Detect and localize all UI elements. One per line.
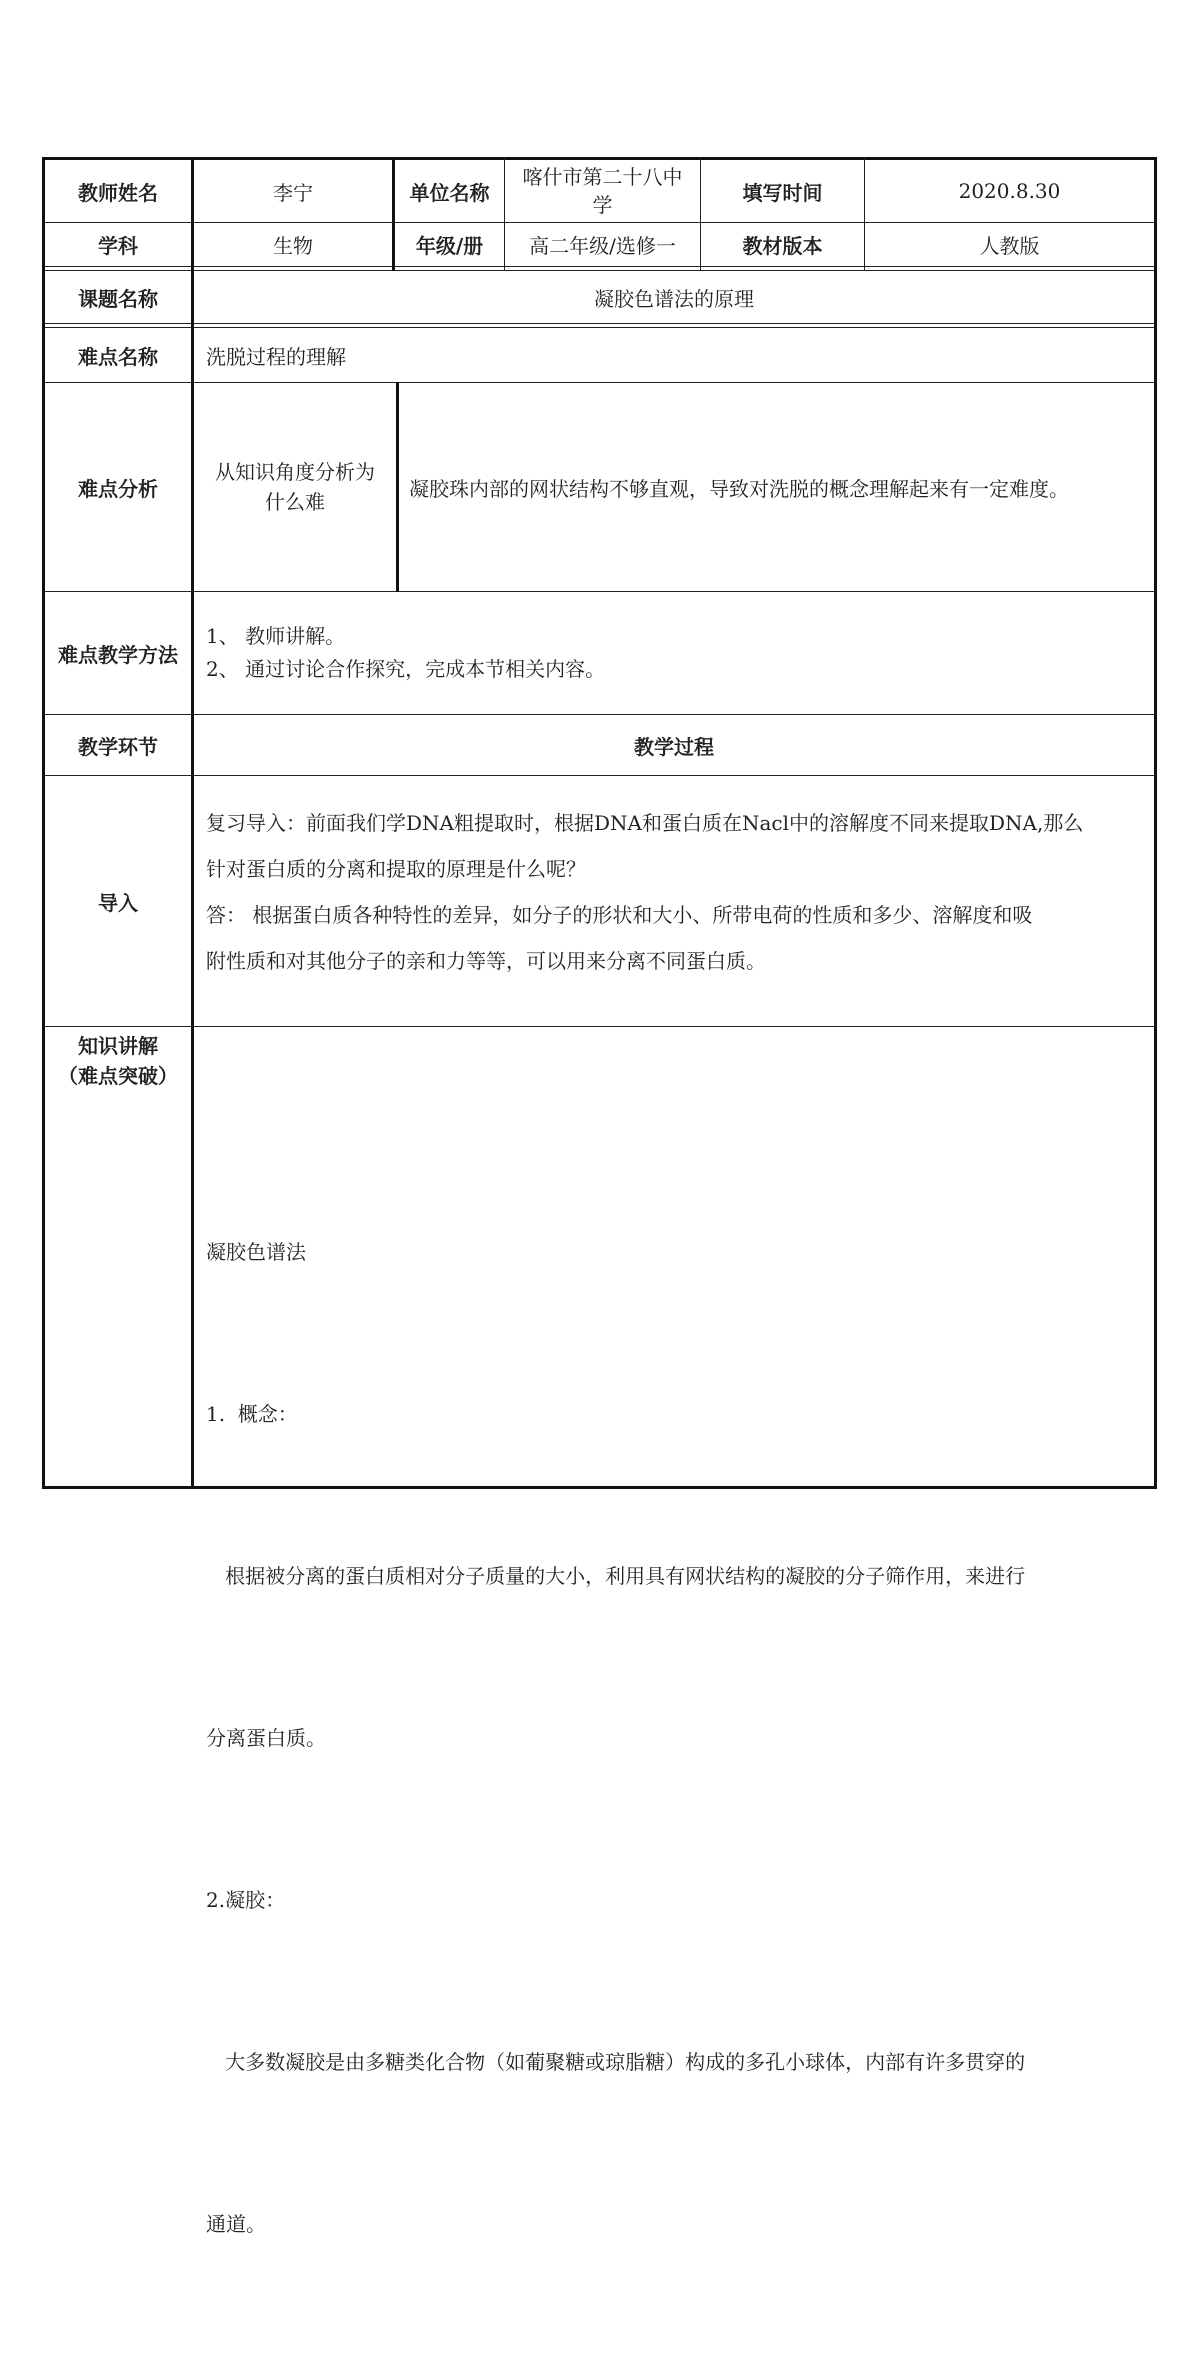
- knowledge-label: [45, 1030, 191, 1092]
- method-line-1: 1、 教师讲解。: [206, 624, 346, 648]
- intro-text: [206, 800, 1146, 984]
- teacher-name-value: 李宁: [273, 180, 313, 205]
- intro-line: 复习导入：前面我们学DNA粗提取时，根据DNA和蛋白质在Nacl中的溶解度不同来提取DNA,那么: [206, 811, 1084, 835]
- difficulty-label: 难点名称: [78, 344, 158, 369]
- method-label: 难点教学方法: [58, 642, 178, 667]
- unit-value-line2: 学: [592, 193, 613, 217]
- knowledge-line: 分离蛋白质。: [206, 1726, 326, 1750]
- grade-label: 年级/册: [415, 234, 484, 258]
- table-border-right: [1154, 157, 1157, 1489]
- intro-label: 导入: [98, 890, 138, 915]
- knowledge-line: 通道。: [206, 2212, 266, 2236]
- process-section-label: 教学环节: [78, 734, 158, 759]
- intro-line: 针对蛋白质的分离和提取的原理是什么呢？: [206, 857, 586, 881]
- analysis-text: 凝胶珠内部的网状结构不够直观，导致对洗脱的概念理解起来有一定难度。: [409, 476, 1069, 501]
- row-divider: [42, 775, 1156, 776]
- date-value: 2020.8.30: [958, 179, 1061, 203]
- subject-label: 学科: [98, 234, 138, 258]
- difficulty-value: 洗脱过程的理解: [206, 344, 346, 369]
- edition-value: 人教版: [979, 234, 1040, 258]
- edition-label: 教材版本: [742, 234, 823, 258]
- analysis-sublabel: [194, 383, 396, 591]
- row-divider: [42, 266, 1156, 267]
- subject-value: 生物: [273, 234, 313, 258]
- unit-value-line1: 喀什市第二十八中: [522, 165, 683, 189]
- analysis-label: 难点分析: [78, 476, 158, 501]
- unit-label: 单位名称: [409, 180, 490, 205]
- unit-value: [505, 160, 700, 222]
- row-divider: [42, 591, 1156, 592]
- knowledge-line: 1. 概念：: [206, 1402, 298, 1426]
- knowledge-line: 2.凝胶：: [206, 1888, 286, 1912]
- row-divider: [42, 1026, 1156, 1027]
- knowledge-text: [206, 1117, 1146, 2359]
- topic-label: 课题名称: [78, 286, 158, 311]
- knowledge-label-line1: 知识讲解: [78, 1034, 158, 1058]
- method-text: [206, 620, 605, 686]
- knowledge-line: 大多数凝胶是由多糖类化合物（如葡聚糖或琼脂糖）构成的多孔小球体，内部有许多贯穿的: [206, 2050, 1026, 2074]
- analysis-sublabel-line2: 什么难: [265, 490, 325, 514]
- knowledge-line: 凝胶色谱法: [206, 1240, 306, 1264]
- grade-value: 高二年级/选修一: [529, 234, 676, 258]
- teacher-name-label: 教师姓名: [78, 180, 158, 205]
- analysis-sublabel-line1: 从知识角度分析为: [215, 460, 375, 484]
- process-heading: 教学过程: [634, 734, 714, 759]
- topic-value: 凝胶色谱法的原理: [594, 286, 754, 311]
- date-label: 填写时间: [742, 180, 823, 205]
- row-divider: [42, 323, 1156, 324]
- intro-line: 附性质和对其他分子的亲和力等等，可以用来分离不同蛋白质。: [206, 949, 766, 973]
- knowledge-line: 根据被分离的蛋白质相对分子质量的大小，利用具有网状结构的凝胶的分子筛作用，来进行: [206, 1564, 1026, 1588]
- intro-line: 答： 根据蛋白质各种特性的差异，如分子的形状和大小、所带电荷的性质和多少、溶解度和吸: [206, 903, 1033, 927]
- knowledge-label-line2: （难点突破）: [58, 1064, 178, 1088]
- method-line-2: 2、 通过讨论合作探究，完成本节相关内容。: [206, 657, 606, 681]
